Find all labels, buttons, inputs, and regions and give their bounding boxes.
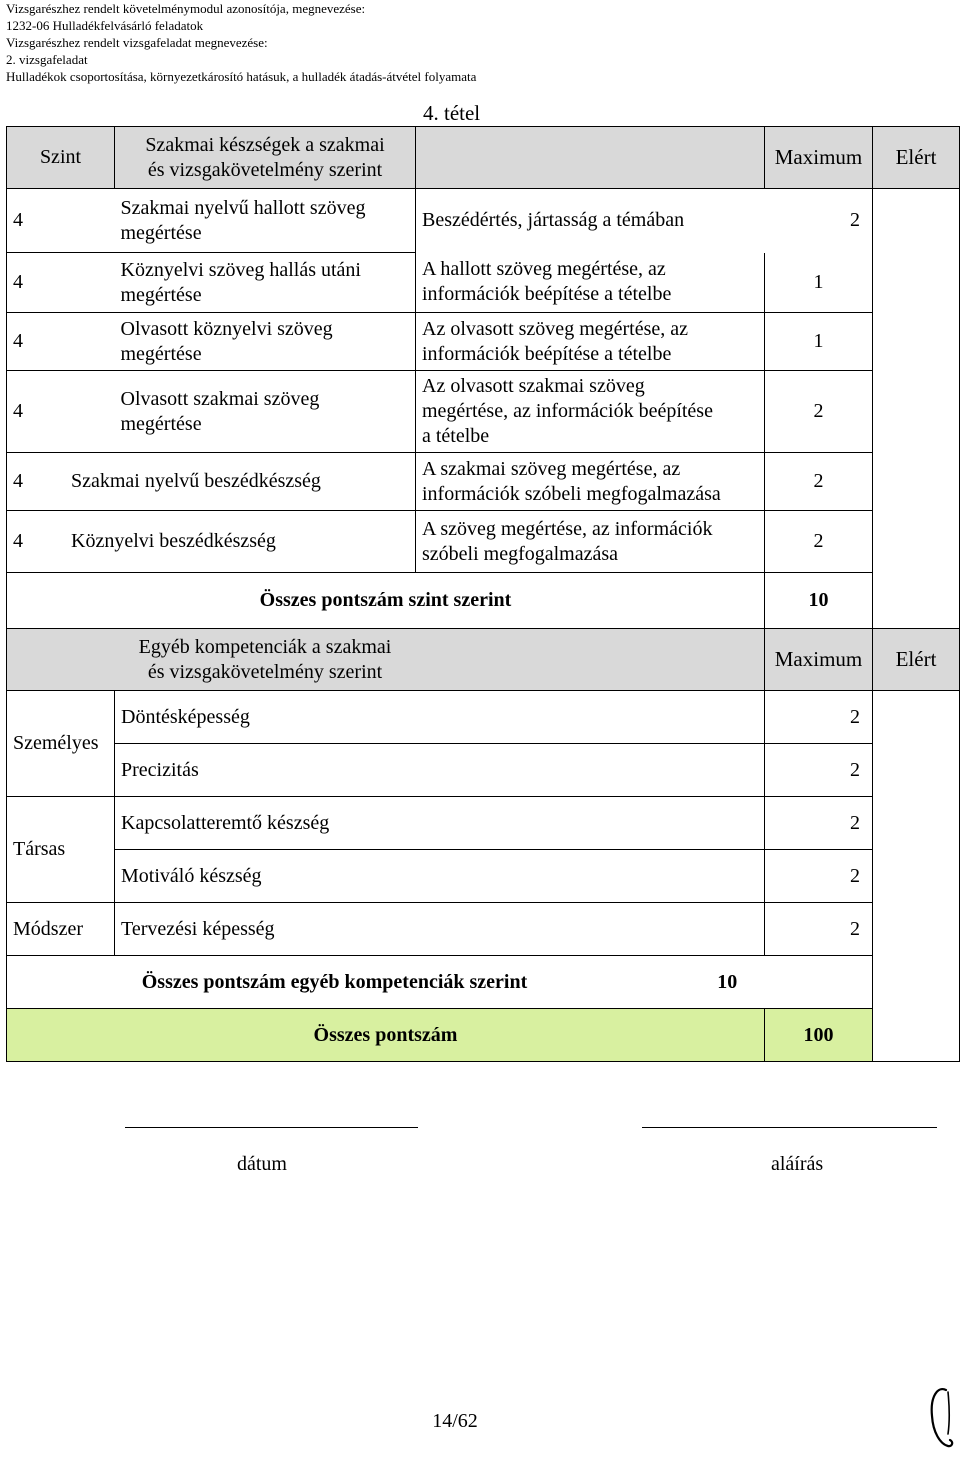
page-number: 14/62 [432, 1410, 478, 1432]
level-cell: 4 [7, 189, 115, 253]
header-line-2: 1232-06 Hulladékfelvásárló feladatok [6, 18, 204, 33]
task-cell: Az olvasott szöveg megértése, az információk beépítése a tételbe [416, 313, 765, 371]
task-cell: Az olvasott szakmai szöveg megértése, az információk beépítése a tételbe [416, 371, 765, 453]
col-level-header: Szint [7, 127, 115, 189]
date-line[interactable] [125, 1127, 418, 1128]
header-line-5: Hulladékok csoportosítása, környezetkárosító hatásuk, a hulladék átadás-átvétel folyamata [6, 69, 477, 84]
col-competency-header: Egyéb kompetenciák a szakmai és vizsgakövetelmény szerint [115, 629, 416, 691]
col-achieved-header-2: Elért [873, 629, 960, 691]
competency-row [7, 744, 960, 797]
skill-row [7, 189, 960, 253]
competency-label: Kapcsolatteremtő készség [115, 797, 765, 850]
competencies-total-value: 10 [717, 970, 738, 993]
skill-cell: 4 Szakmai nyelvű beszédkészség [7, 453, 416, 511]
competency-max: 2 [765, 850, 873, 903]
task-max-cell: 2 [765, 453, 873, 511]
header-line-3: Vizsgarészhez rendelt vizsgafeladat megnevezése: [6, 35, 268, 50]
task-max-cell: 2 [765, 511, 873, 573]
col-task-header [416, 127, 765, 189]
scoring-table [6, 126, 959, 1062]
level-value: 4 [13, 530, 23, 552]
date-label: dátum [237, 1153, 287, 1175]
skill-row [7, 511, 960, 573]
document-header [6, 0, 946, 85]
competency-label: Motiváló készség [115, 850, 765, 903]
skill-row [7, 453, 960, 511]
signature-line[interactable] [642, 1127, 937, 1128]
header-line-1: Vizsgarészhez rendelt követelménymodul azonosítója, megnevezése: [6, 1, 366, 16]
handwritten-signature-icon [918, 1382, 958, 1452]
col-max-header-2: Maximum [765, 629, 873, 691]
level-cell: 4 [7, 371, 115, 453]
competency-group-header [7, 629, 115, 691]
competency-group-personal: Személyes [7, 691, 115, 797]
col-skill-header: Szakmai készségek a szakmai és vizsgakövetelmény szerint [115, 127, 416, 189]
competency-label: Precizitás [115, 744, 765, 797]
item-title: 4. tétel [423, 101, 481, 125]
level-value: 4 [13, 470, 23, 492]
group-max-cell: 2 [765, 189, 873, 253]
grand-total-value: 100 [765, 1009, 873, 1062]
skill-row [7, 371, 960, 453]
competency-max: 2 [765, 797, 873, 850]
skill-cell: 4 Köznyelvi beszédkészség [7, 511, 416, 573]
competency-max: 2 [765, 903, 873, 956]
achieved-cell[interactable] [873, 189, 960, 629]
skill-row [7, 253, 960, 313]
competencies-total-row [7, 956, 960, 1009]
skills-header-row [7, 127, 960, 189]
grand-total-row [7, 1009, 960, 1062]
skill-row [7, 313, 960, 371]
competency-row [7, 797, 960, 850]
grand-total-label: Összes pontszám [7, 1009, 765, 1062]
competency-label: Tervezési képesség [115, 903, 765, 956]
skill-cell: Olvasott köznyelvi szöveg megértése [115, 313, 416, 371]
task-cell: A hallott szöveg megértése, az információk beépítése a tételbe [416, 253, 765, 313]
level-cell: 4 [7, 313, 115, 371]
competency-row [7, 691, 960, 744]
task-max-cell: 1 [765, 313, 873, 371]
header-line-4: 2. vizsgafeladat [6, 52, 88, 67]
competency-max: 2 [765, 691, 873, 744]
task-cell: A szöveg megértése, az információk szóbeli megfogalmazása [416, 511, 765, 573]
skills-total-value: 10 [765, 573, 873, 629]
achieved-cell-2[interactable] [873, 691, 960, 1062]
skill-cell: Szakmai nyelvű hallott szöveg megértése [115, 189, 416, 253]
competency-group-social: Társas [7, 797, 115, 903]
group-title-cell: Beszédértés, jártasság a témában [416, 189, 765, 253]
skills-total-label: Összes pontszám szint szerint [7, 573, 765, 629]
competencies-total-label: Összes pontszám egyéb kompetenciák szerint 10 [7, 956, 873, 1009]
competency-max: 2 [765, 744, 873, 797]
competency-spacer-header [416, 629, 765, 691]
competency-group-method: Módszer [7, 903, 115, 956]
competencies-header-row [7, 629, 960, 691]
competency-row [7, 903, 960, 956]
competency-label: Döntésképesség [115, 691, 765, 744]
skills-total-row [7, 573, 960, 629]
task-max-cell: 1 [765, 253, 873, 313]
competency-row [7, 850, 960, 903]
skill-cell: Köznyelvi szöveg hallás utáni megértése [115, 253, 416, 313]
task-cell: A szakmai szöveg megértése, az információk szóbeli megfogalmazása [416, 453, 765, 511]
col-achieved-header: Elért [873, 127, 960, 189]
signature-label: aláírás [771, 1153, 824, 1175]
skill-cell: Olvasott szakmai szöveg megértése [115, 371, 416, 453]
col-max-header: Maximum [765, 127, 873, 189]
level-cell: 4 [7, 253, 115, 313]
task-max-cell: 2 [765, 371, 873, 453]
